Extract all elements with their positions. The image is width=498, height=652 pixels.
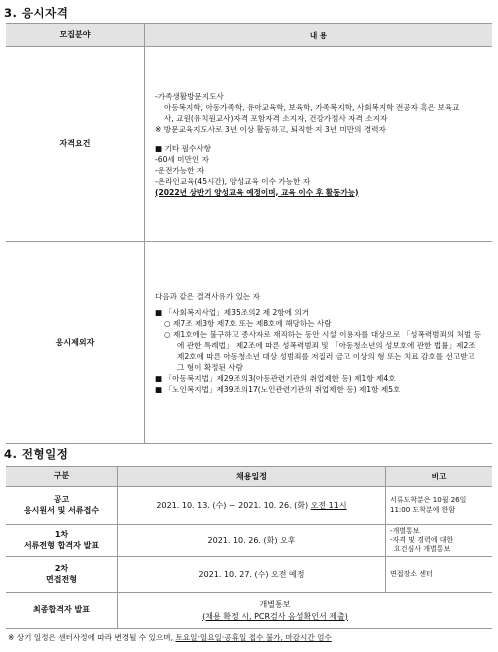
row-final-schedule: 개별통보 (채용 확정 시, PCR검사 음성확인서 제출) [118, 593, 493, 629]
exclusion-content [145, 242, 493, 444]
schedule-footnote: ※ 상기 일정은 센터사정에 따라 변경될 수 있으며, 토요일·일요일·공휴일 접수 불가, 마감시간 엄수 [8, 633, 332, 642]
requirements-content [145, 47, 493, 242]
qualification-table [6, 23, 492, 444]
req-line: ※ 방문교육지도사로 3년 이상 활동하고, 퇴직한 지 3년 미만의 경력자 [155, 124, 386, 134]
col-category-header: 구분 [6, 467, 118, 487]
excl-item: ■ 「아동복지법」제29조의3(아동관련기관의 취업제한 등) 제1항 제4호 [155, 373, 396, 383]
req-line: -가족생활방문지도사 [155, 91, 224, 101]
col-schedule-header: 채용일정 [118, 467, 386, 487]
row-first-schedule: 2021. 10. 26. (화) 오후 [118, 525, 386, 557]
section-4-title: 4. 전형일정 [4, 447, 69, 461]
other-line: -온라인교육(45시간), 양성교육 이수 가능한 자 [155, 176, 311, 186]
excl-sub: ○ 제1호에는 불구하고 종사자로 재직하는 동안 시설 이용자를 대상으로 「성폭력범죄의 처벌 등에 관한 특례법」 제2조에 따른 성폭력범죄 및 「아동청소년의 성보호에 관한 법률」제2조 제2호에 따른 아동청소년 대상 성범죄를 저질러 금고 이상의 형 또는 치료 감호를 선고받고 그 형이 확정된 사람 [164, 329, 482, 372]
row-first-note: -개별통보 -자격 및 경력에 대한 요건심사 개별통보 [386, 525, 493, 557]
other-line: -60세 미만인 자 [155, 154, 209, 164]
req-line: 아동복지학, 아동가족학, 유아교육학, 보육학, 가족복지학, 사회복지학 전공자 혹은 보육교 [164, 102, 460, 112]
row-first-label: 1차 서류전형 합격자 발표 [6, 525, 118, 557]
col-note-header: 비고 [386, 467, 493, 487]
row-final-label: 최종합격자 발표 [6, 593, 118, 629]
schedule-table [6, 466, 492, 629]
other-line: ■ 기타 필수사항 [155, 143, 212, 153]
excl-sub: ○ 제7조 제3항 제7호 또는 제8호에 해당하는 사람 [164, 318, 332, 328]
excl-item: ■ 「사회복지사업」제35조의2 제 2항에 의거 [155, 307, 310, 317]
row-second-label: 2차 면접전형 [6, 557, 118, 593]
requirements-label: 자격요건 [6, 47, 145, 242]
row-second-note: 면접장소 센터 [386, 557, 493, 593]
row-announcement-schedule: 2021. 10. 13. (수) ~ 2021. 10. 26. (화) 오전 11시 [118, 487, 386, 525]
excl-intro: 다음과 같은 결격사유가 있는 자 [155, 291, 261, 301]
col-field-header: 모집분야 [6, 24, 145, 47]
col-content-header: 내 용 [145, 24, 493, 47]
row-announcement-label: 공고 응시원서 및 서류접수 [6, 487, 118, 525]
section-3-title: 3. 응시자격 [4, 6, 69, 20]
row-announcement-note: 서류도착분은 10월 26일 11:00 도착분에 한함 [386, 487, 493, 525]
row-second-schedule: 2021. 10. 27. (수) 오전 예정 [118, 557, 386, 593]
req-line: 사, 교원(유치원교사)자격 포함자격 소지자, 건강가정사 자격 소지자 [164, 113, 388, 123]
other-line: -운전가능한 자 [155, 165, 205, 175]
training-note: (2022년 상반기 양성교육 예정이며, 교육 이수 후 활동가능) [155, 187, 359, 197]
exclusion-label: 응시제외자 [6, 242, 145, 444]
excl-item: ■ 「노인복지법」제39조의17(노인관련기관의 취업제한 등) 제1항 제5호 [155, 384, 401, 394]
